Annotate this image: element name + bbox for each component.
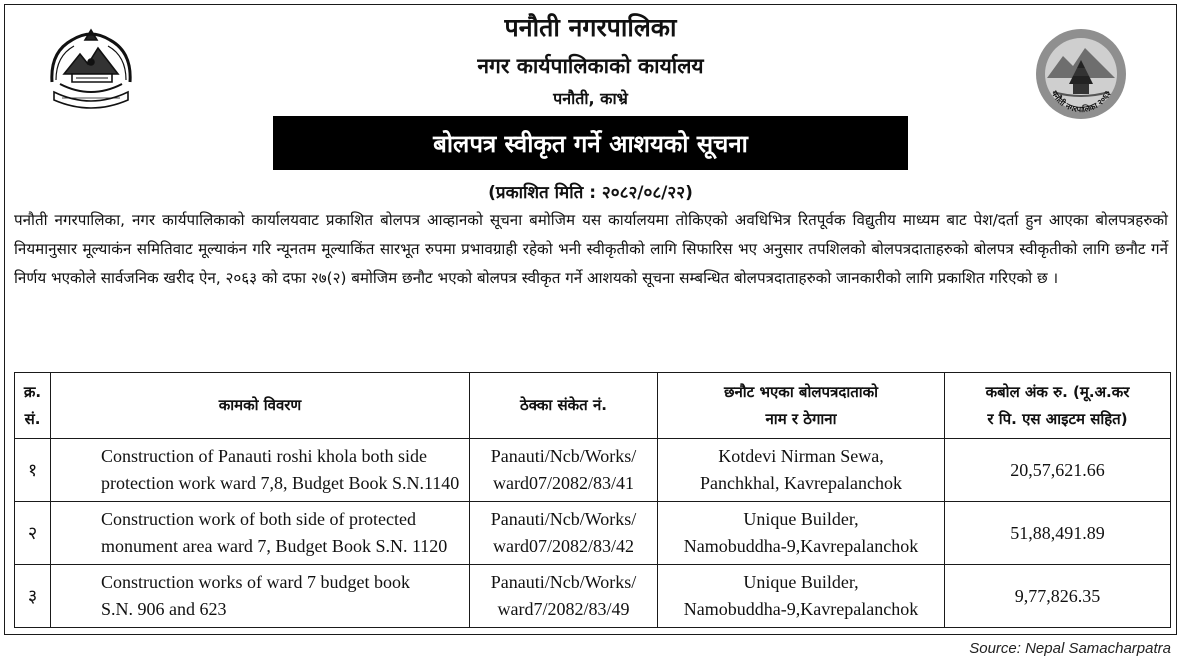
table-row <box>15 439 1171 502</box>
row-selected-bidder: Unique Builder, Namobuddha-9,Kavrepalanchok <box>658 565 945 628</box>
row-bid-amount: 9,77,826.35 <box>945 565 1171 628</box>
source-credit: Source: Nepal Samacharpatra <box>969 640 1171 657</box>
header-bid-amount: कबोल अंक रु. (मू.अ.कर र पि. एस आइटम सहित) <box>945 373 1171 439</box>
row-work-description: Construction of Panauti roshi khola both side protection work ward 7,8, Budget Book S.N.1140 <box>51 439 470 502</box>
office-name: नगर कार्यपालिकाको कार्यालय <box>477 54 704 78</box>
row-contract-code: Panauti/Ncb/Works/ ward07/2082/83/41 <box>470 439 658 502</box>
row-bid-amount: 51,88,491.89 <box>945 502 1171 565</box>
publish-date: (प्रकाशित मिति : २०८२/०८/२२) <box>488 183 693 203</box>
municipality-name: पनौती नगरपालिका <box>504 13 677 42</box>
right-emblem-caption: पनौती नगरपालिका २०६३ <box>1049 89 1113 115</box>
header-work-description: कामको विवरण <box>51 373 470 439</box>
notice-title: बोलपत्र स्वीकृत गर्ने आशयको सूचना <box>433 129 748 158</box>
row-contract-code: Panauti/Ncb/Works/ ward7/2082/83/49 <box>470 565 658 628</box>
header-contract-code: ठेक्का संकेत नं. <box>470 373 658 439</box>
header-selected-bidder: छनौट भएका बोलपत्रदाताको नाम र ठेगाना <box>658 373 945 439</box>
row-selected-bidder: Kotdevi Nirman Sewa, Panchkhal, Kavrepalanchok <box>658 439 945 502</box>
row-bid-amount: 20,57,621.66 <box>945 439 1171 502</box>
header-serial-number: क्र. सं. <box>15 373 51 439</box>
row-serial-number: २ <box>15 502 51 565</box>
table-row <box>15 502 1171 565</box>
row-work-description: Construction work of both side of protected monument area ward 7, Budget Book S.N. 1120 <box>51 502 470 565</box>
row-selected-bidder: Unique Builder, Namobuddha-9,Kavrepalanchok <box>658 502 945 565</box>
notice-header <box>0 0 1181 110</box>
row-serial-number: १ <box>15 439 51 502</box>
row-work-description: Construction works of ward 7 budget book S.N. 906 and 623 <box>51 565 470 628</box>
notice-body: पनौती नगरपालिका, नगर कार्यपालिकाको कार्यालयवाट प्रकाशित बोलपत्र आव्हानको सूचना बमोजिम यस कार्यालयमा तोकिएको अवधिभित्र रितपूर्वक विद्युतीय माध्यम बाट पेश/दर्ता हुन आएका बोलपत्रहरुको नियमानुसार मूल्याकंन समितिवाट मूल्याकंन गरि न्यूनतम मूल्याकिंत सारभूत रुपमा प्रभावग्राही रहेको भनी स्वीकृतीको लागि सिफारिस भए अनुसार तपशिलको बोलपत्रदाताहरुको बोलपत्र स्वीकृतीको लागि छनौट गर्ने निर्णय भएकोले सार्वजनिक खरीद ऐन, २०६३ को दफा २७(२) बमोजिम छनौट भएको बोलपत्र स्वीकृत गर्ने आशयको सूचना सम्बन्धित बोलपत्रदाताहरुको जानकारीको लागि प्रकाशित गरिएको छ । <box>14 211 1168 287</box>
table-row <box>15 565 1171 628</box>
table-header-row <box>15 373 1171 439</box>
bid-results-table <box>14 372 1171 628</box>
office-location: पनौती, काभ्रे <box>553 89 628 108</box>
notice-title-bar <box>273 116 908 170</box>
row-serial-number: ३ <box>15 565 51 628</box>
row-contract-code: Panauti/Ncb/Works/ ward07/2082/83/42 <box>470 502 658 565</box>
